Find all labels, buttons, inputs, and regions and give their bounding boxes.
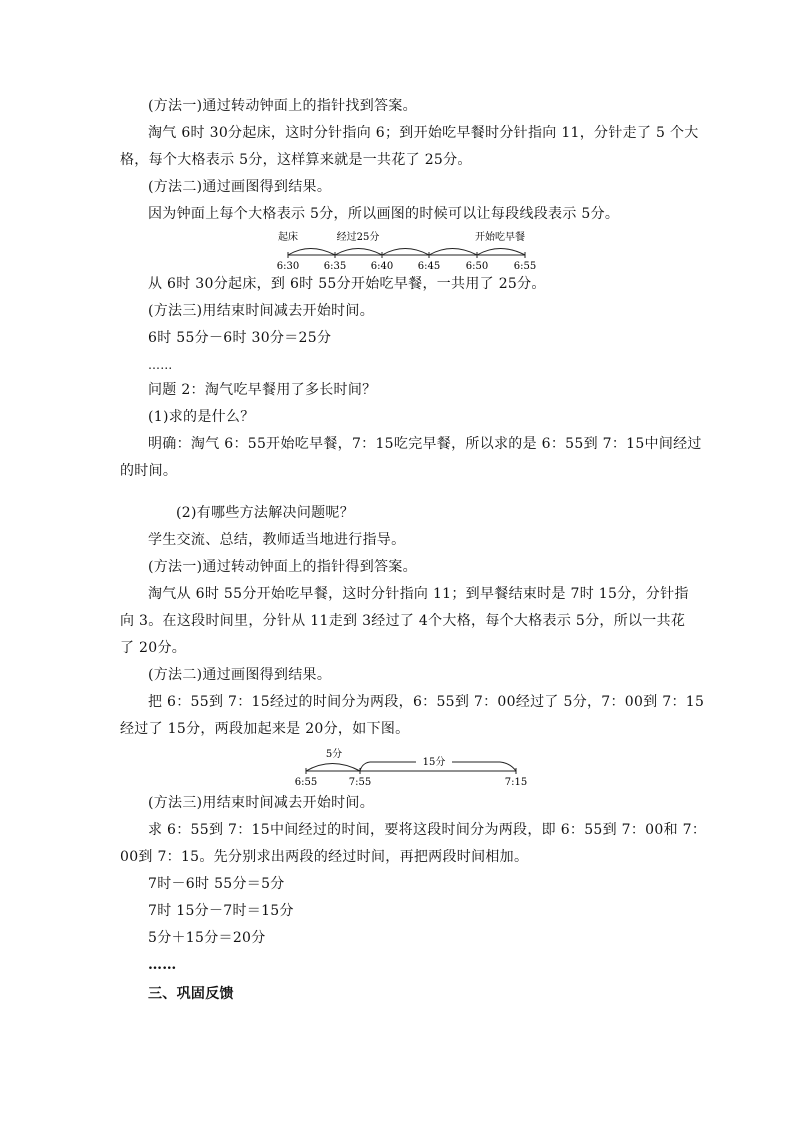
tick-label: 6:45 (417, 261, 441, 272)
bracket-15-right (452, 762, 516, 771)
subquestion: (2)有哪些方法解决问题呢？ (176, 505, 355, 521)
tick-label: 6:35 (323, 261, 347, 272)
label-get-up: 起床 (278, 232, 298, 243)
ellipsis: …… (148, 358, 173, 372)
arc-segment (429, 249, 477, 256)
label-breakfast-start: 开始吃早餐 (475, 232, 525, 243)
segment-arcs (288, 249, 525, 256)
question-heading: 问题 2：淘气吃早餐用了多长时间？ (148, 382, 377, 398)
paragraph-line: 因为钟面上每个大格表示 5分，所以画图的时候可以让每段线段表示 5分。 (148, 206, 620, 222)
paragraph-line: 经过了 15分，两段加起来是 20分，如下图。 (120, 721, 410, 737)
paragraph-line: 学生交流、总结，教师适当地进行指导。 (148, 532, 406, 548)
method2-heading: (方法二)通过画图得到结果。 (148, 179, 332, 195)
paragraph-line: 向 3。在这段时间里，分针从 11走到 3经过了 4个大格，每个大格表示 5分，所以一共花 (120, 613, 686, 629)
tick-label: 6:30 (276, 261, 300, 272)
method1-heading: (方法一)通过转动钟面上的指针找到答案。 (148, 98, 417, 114)
label-15-minutes: 15分 (422, 757, 446, 768)
paragraph-line: 从 6时 30分起床，到 6时 55分开始吃早餐，一共用了 25分。 (148, 276, 546, 292)
bracket-15-left (360, 762, 416, 771)
tick-label: 6:55 (294, 777, 318, 788)
tick-label: 6:50 (465, 261, 489, 272)
equation-line: 7时 15分－7时＝15分 (148, 903, 294, 919)
paragraph-line: 把 6：55到 7：15经过的时间分为两段，6：55到 7：00经过了 5分，7：00到 7：15 (148, 694, 705, 710)
equation-line: 5分＋15分＝20分 (148, 930, 266, 946)
tick-label: 6:55 (513, 261, 537, 272)
timeline-diagram-2 (294, 744, 540, 792)
equation-line: 7时－6时 55分＝5分 (148, 876, 285, 892)
arc-segment (288, 249, 335, 256)
subquestion: (1)求的是什么？ (148, 409, 255, 425)
tick-label: 7:15 (504, 777, 528, 788)
method3-heading: (方法三)用结束时间减去开始时间。 (148, 303, 375, 319)
paragraph-line: 求 6：55到 7：15中间经过的时间，要将这段时间分为两段，即 6：55到 7：00和 7： (148, 822, 707, 838)
tick-label: 7:55 (348, 777, 372, 788)
arc-segment (477, 249, 525, 256)
arc-segment (335, 249, 382, 256)
label-5-minutes: 5分 (325, 749, 343, 760)
paragraph-line: 00到 7：15。先分别求出两段的经过时间，再把两段时间相加。 (120, 849, 529, 865)
arc-segment (382, 249, 429, 256)
timeline-diagram-1 (270, 228, 550, 276)
ellipsis: …… (148, 957, 177, 973)
equation-line: 6时 55分－6时 30分＝25分 (148, 330, 332, 346)
tick-label: 6:40 (370, 261, 394, 272)
method3-heading: (方法三)用结束时间减去开始时间。 (148, 795, 375, 811)
method2-heading: (方法二)通过画图得到结果。 (148, 667, 332, 683)
paragraph-line: 格，每个大格表示 5分，这样算来就是一共花了 25分。 (120, 152, 472, 168)
paragraph-line: 明确：淘气 6：55开始吃早餐，7：15吃完早餐，所以求的是 6：55到 7：15中间经过 (148, 436, 702, 452)
paragraph-line: 了 20分。 (120, 640, 187, 656)
section-heading: 三、巩固反馈 (148, 986, 234, 1002)
arc-segment-5 (306, 764, 360, 772)
label-elapsed: 经过25分 (336, 232, 380, 243)
paragraph-line: 淘气从 6时 55分开始吃早餐，这时分针指向 11；到早餐结束时是 7时 15分，分针指 (148, 586, 689, 602)
paragraph-line: 的时间。 (120, 463, 178, 479)
method1-heading: (方法一)通过转动钟面上的指针得到答案。 (148, 559, 417, 575)
paragraph-line: 淘气 6时 30分起床，这时分针指向 6；到开始吃早餐时分针指向 11，分针走了 5 个大 (148, 125, 699, 141)
